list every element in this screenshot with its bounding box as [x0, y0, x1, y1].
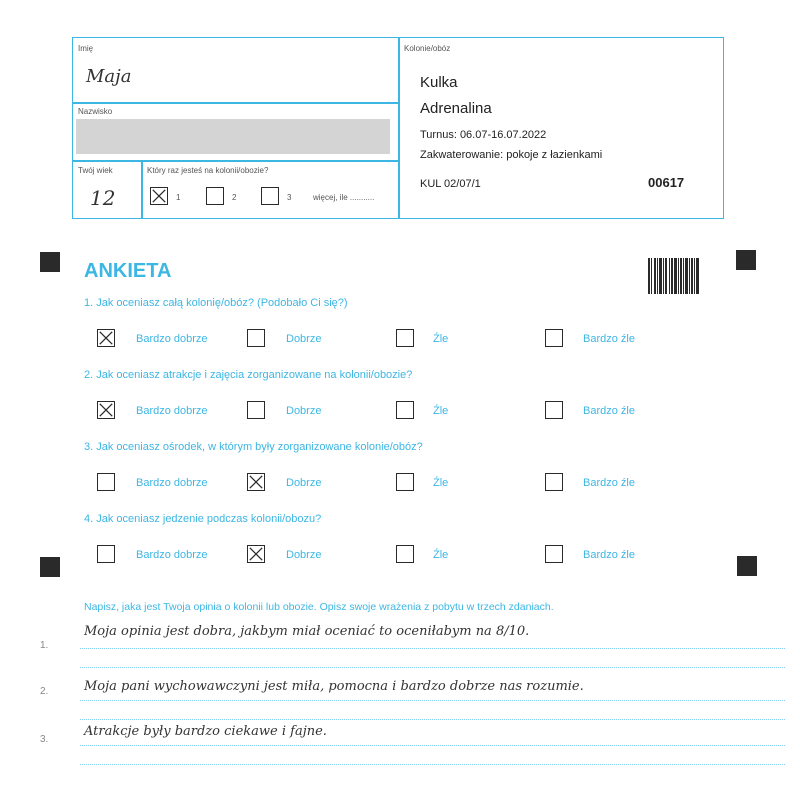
- answer-line-2b: [80, 719, 785, 720]
- q4-label-zle: Źle: [433, 549, 449, 561]
- wiek-label: Twój wiek: [78, 166, 113, 175]
- answer-line-3b: [80, 764, 785, 765]
- q2-label-zle: Źle: [433, 405, 449, 417]
- q2-option-zle[interactable]: [396, 401, 414, 419]
- q1-option-bardzo-zle[interactable]: [545, 329, 563, 347]
- question-1: 1. Jak oceniasz całą kolonię/obóz? (Podobało Ci się?): [84, 297, 348, 309]
- q1-label-zle: Źle: [433, 333, 449, 345]
- opinion-prompt: Napisz, jaka jest Twoja opinia o kolonii lub obozie. Opisz swoje wrażenia z pobytu w trzech zdaniach.: [84, 601, 554, 613]
- camp-code: KUL 02/07/1: [420, 178, 481, 190]
- divider-imie: [72, 102, 398, 104]
- camp-name-1: Kulka: [420, 74, 458, 91]
- q2-label-bardzo-dobrze: Bardzo dobrze: [136, 405, 208, 417]
- q4-label-bardzo-dobrze: Bardzo dobrze: [136, 549, 208, 561]
- header-divider: [398, 37, 400, 219]
- question-2: 2. Jak oceniasz atrakcje i zajęcia zorganizowane na kolonii/obozie?: [84, 369, 413, 381]
- opinion-line-number-2: 2.: [40, 686, 49, 697]
- check-x-icon: [98, 402, 114, 418]
- ktory-raz-checkbox-2[interactable]: [206, 187, 224, 205]
- ktory-raz-option-2: 2: [232, 193, 237, 202]
- imie-label: Imię: [78, 44, 94, 53]
- answer-line-3a: [80, 745, 785, 746]
- q3-option-dobrze[interactable]: [247, 473, 265, 491]
- q3-option-bardzo-zle[interactable]: [545, 473, 563, 491]
- answer-line-1b: [80, 667, 785, 668]
- check-x-icon: [151, 188, 167, 204]
- divider-nazwisko: [72, 160, 398, 162]
- camp-name-2: Adrenalina: [420, 100, 492, 117]
- q4-option-bardzo-zle[interactable]: [545, 545, 563, 563]
- check-x-icon: [248, 474, 264, 490]
- survey-title: ANKIETA: [84, 260, 172, 282]
- q2-option-dobrze[interactable]: [247, 401, 265, 419]
- question-4: 4. Jak oceniasz jedzenie podczas kolonii/obozu?: [84, 513, 322, 525]
- barcode-icon: [648, 258, 700, 294]
- alignment-marker-mid-right: [737, 556, 757, 576]
- opinion-answer-3[interactable]: Atrakcje były bardzo ciekawe i fajne.: [84, 724, 327, 739]
- turnus: Turnus: 06.07-16.07.2022: [420, 129, 547, 141]
- ktory-raz-checkbox-1[interactable]: [150, 187, 168, 205]
- q4-option-dobrze[interactable]: [247, 545, 265, 563]
- opinion-answer-1[interactable]: Moja opinia jest dobra, jakbym miał oceniać to oceniłabym na 8/10.: [84, 624, 530, 639]
- opinion-line-number-1: 1.: [40, 640, 49, 651]
- q1-option-bardzo-dobrze[interactable]: [97, 329, 115, 347]
- imie-value: Maja: [86, 66, 132, 87]
- ktory-raz-option-3: 3: [287, 193, 292, 202]
- ktory-raz-option-1: 1: [176, 193, 181, 202]
- form-number: 00617: [648, 175, 685, 190]
- alignment-marker-mid-left: [40, 557, 60, 577]
- q3-label-zle: Źle: [433, 477, 449, 489]
- check-x-icon: [248, 546, 264, 562]
- question-3: 3. Jak oceniasz ośrodek, w którym były zorganizowane kolonie/obóz?: [84, 441, 423, 453]
- check-x-icon: [98, 330, 114, 346]
- alignment-marker-top-right: [736, 250, 756, 270]
- q3-option-bardzo-dobrze[interactable]: [97, 473, 115, 491]
- nazwisko-label: Nazwisko: [78, 107, 113, 116]
- q1-option-zle[interactable]: [396, 329, 414, 347]
- q4-option-bardzo-dobrze[interactable]: [97, 545, 115, 563]
- wiek-value: 12: [90, 186, 116, 210]
- opinion-line-number-3: 3.: [40, 734, 49, 745]
- q4-label-bardzo-zle: Bardzo źle: [583, 549, 635, 561]
- answer-line-2a: [80, 700, 785, 701]
- q4-label-dobrze: Dobrze: [286, 549, 322, 561]
- wiecej-label: więcej, ile ...........: [313, 193, 375, 202]
- kolonie-label: Kolonie/obóz: [404, 44, 451, 53]
- q3-label-bardzo-dobrze: Bardzo dobrze: [136, 477, 208, 489]
- q1-label-dobrze: Dobrze: [286, 333, 322, 345]
- q2-option-bardzo-dobrze[interactable]: [97, 401, 115, 419]
- q3-label-bardzo-zle: Bardzo źle: [583, 477, 635, 489]
- nazwisko-redacted: [76, 119, 390, 154]
- alignment-marker-top-left: [40, 252, 60, 272]
- q2-label-dobrze: Dobrze: [286, 405, 322, 417]
- q2-option-bardzo-zle[interactable]: [545, 401, 563, 419]
- ktory-raz-label: Który raz jesteś na kolonii/obozie?: [147, 166, 269, 175]
- q3-label-dobrze: Dobrze: [286, 477, 322, 489]
- q1-option-dobrze[interactable]: [247, 329, 265, 347]
- divider-wiek: [141, 160, 143, 219]
- answer-line-1a: [80, 648, 785, 649]
- q4-option-zle[interactable]: [396, 545, 414, 563]
- q1-label-bardzo-zle: Bardzo źle: [583, 333, 635, 345]
- q1-label-bardzo-dobrze: Bardzo dobrze: [136, 333, 208, 345]
- opinion-answer-2[interactable]: Moja pani wychowawczyni jest miła, pomocna i bardzo dobrze nas rozumie.: [84, 679, 584, 694]
- q2-label-bardzo-zle: Bardzo źle: [583, 405, 635, 417]
- zakwaterowanie: Zakwaterowanie: pokoje z łazienkami: [420, 149, 603, 161]
- ktory-raz-checkbox-3[interactable]: [261, 187, 279, 205]
- q3-option-zle[interactable]: [396, 473, 414, 491]
